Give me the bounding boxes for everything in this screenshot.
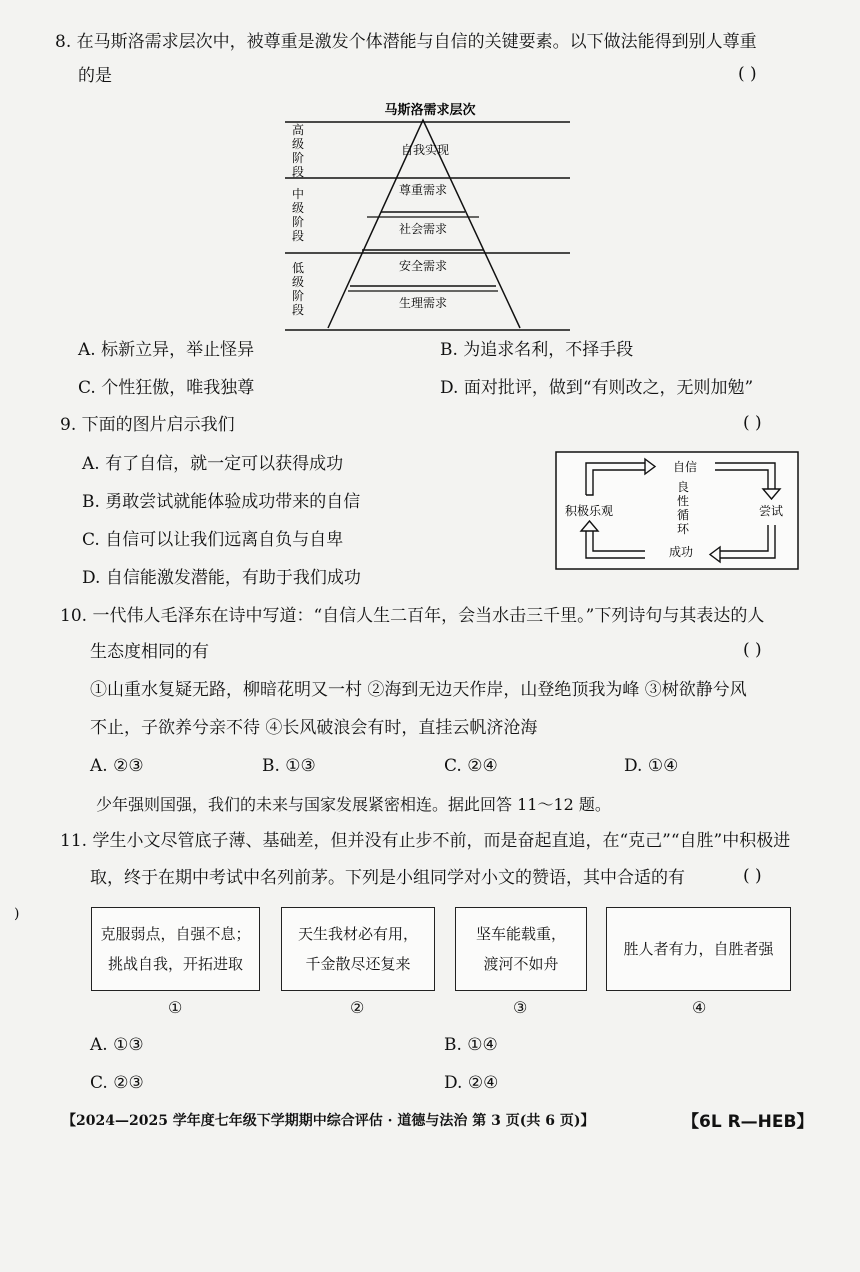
level-esteem: 尊重需求 [398,183,448,197]
q8-stem-line1: 8. 在马斯洛需求层次中，被尊重是激发个体潜能与自信的关键要素。以下做法能得到别人尊重 [55,32,757,52]
q10-poems-line1: ①山重水复疑无路，柳暗花明又一村 ②海到无边天作岸，山登绝顶我为峰 ③树欲静兮风 [90,680,747,700]
q10-option-a: A. ②③ [90,756,144,776]
svg-text:阶: 阶 [291,215,305,229]
q10-option-c: C. ②④ [444,756,498,776]
svg-text:良: 良 [676,480,690,494]
svg-text:循: 循 [676,508,690,522]
cycle-left-label: 积极乐观 [564,504,614,518]
svg-text:级: 级 [291,201,305,215]
q11-option-c: C. ②③ [90,1073,144,1093]
q11-stem-line2: 取，终于在期中考试中名列前茅。下列是小组同学对小文的赞语，其中合适的有 [90,868,685,888]
praise-box-2-line1: 天生我材必有用， [297,925,418,943]
q9-option-d: D. 自信能激发潜能，有助于我们成功 [82,568,361,588]
q9-answer-paren: ( ) [743,413,762,433]
q10-stem-line2: 生态度相同的有 [90,642,209,662]
svg-text:性: 性 [676,494,690,508]
stage-low-label [292,261,304,317]
q10-option-b: B. ①③ [262,756,316,776]
praise-box-3-line2: 渡河不如舟 [483,955,559,973]
cycle-bottom-label: 成功 [668,545,694,559]
svg-text:级: 级 [291,275,305,289]
q11-option-b: B. ①④ [444,1035,498,1055]
level-physiological: 生理需求 [398,296,448,310]
cycle-right-label: 尝试 [758,504,784,518]
q9-stem: 9. 下面的图片启示我们 [60,415,235,435]
svg-text:环: 环 [676,522,690,536]
praise-box-3 [455,907,587,991]
q8-option-a: A. 标新立异，举止怪异 [78,340,255,360]
q11-stem-line1: 11. 学生小文尽管底子薄、基础差，但并没有止步不前，而是奋起直追，在“克己”“自胜”中积极进 [60,831,791,851]
q8-stem-line2: 的是 [78,66,112,86]
stage-mid-label [292,186,304,243]
q11-option-a: A. ①③ [90,1035,144,1055]
q9-option-b: B. 勇敢尝试就能体验成功带来的自信 [82,492,361,512]
praise-box-1-line2: 挑战自我，开拓进取 [107,955,243,973]
praise-box-4 [606,907,791,991]
praise-box-3-line1: 坚车能载重， [475,925,566,943]
svg-text:中: 中 [291,187,305,201]
q9-option-c: C. 自信可以让我们远离自负与自卑 [82,530,344,550]
praise-box-1-line1: 克服弱点，自强不息； [100,925,251,943]
q11-option-d: D. ②④ [444,1073,499,1093]
svg-text:段: 段 [291,303,305,317]
q9-option-a: A. 有了自信，就一定可以获得成功 [82,454,344,474]
q8-option-b: B. 为追求名利，不择手段 [440,340,634,360]
q8-option-c: C. 个性狂傲，唯我独尊 [78,378,255,398]
praise-box-2-number: ② [350,998,365,1017]
cycle-top-label: 自信 [672,460,698,474]
svg-text:段: 段 [291,229,305,243]
praise-box-4-line1: 胜人者有力，自胜者强 [623,940,774,958]
praise-box-1-number: ① [168,998,183,1017]
praise-box-2-line2: 千金散尽还复来 [305,955,411,973]
margin-mark: ) [14,906,20,922]
section-intro: 少年强则国强，我们的未来与国家发展紧密相连。据此回答 11～12 题。 [96,795,611,814]
stage-high-label [292,122,304,179]
praise-box-3-number: ③ [513,998,528,1017]
cycle-center-label [677,480,690,536]
virtuous-cycle-figure [555,451,799,571]
q10-answer-paren: ( ) [743,640,762,660]
q8-answer-paren: ( ) [738,64,757,84]
q10-poems-line2: 不止，子欲养兮亲不待 ④长风破浪会有时，直挂云帆济沧海 [90,718,538,738]
page-footer: 【2024—2025 学年度七年级下学期期中综合评估 · 道德与法治 第 3 页(共 6 页)】 [62,1113,595,1129]
svg-text:级: 级 [291,137,305,151]
level-safety: 安全需求 [398,259,448,273]
svg-text:阶: 阶 [291,151,305,165]
maslow-pyramid-figure [280,98,580,338]
svg-text:低: 低 [291,261,305,275]
paper-code: 【6L R—HEB】 [682,1112,814,1132]
svg-text:阶: 阶 [291,289,305,303]
svg-text:段: 段 [291,165,305,179]
praise-box-4-number: ④ [692,998,707,1017]
praise-box-2 [281,907,435,991]
svg-text:高: 高 [291,123,305,137]
q11-answer-paren: ( ) [743,866,762,886]
q8-option-d: D. 面对批评，做到“有则改之，无则加勉” [440,378,754,398]
q10-stem-line1: 10. 一代伟人毛泽东在诗中写道：“自信人生二百年，会当水击三千里。”下列诗句与其表达的人 [60,606,765,626]
level-social: 社会需求 [398,222,448,236]
figure-title: 马斯洛需求层次 [384,103,476,118]
q10-option-d: D. ①④ [624,756,679,776]
level-self-actualization: 自我实现 [400,143,450,157]
praise-box-1 [91,907,260,991]
